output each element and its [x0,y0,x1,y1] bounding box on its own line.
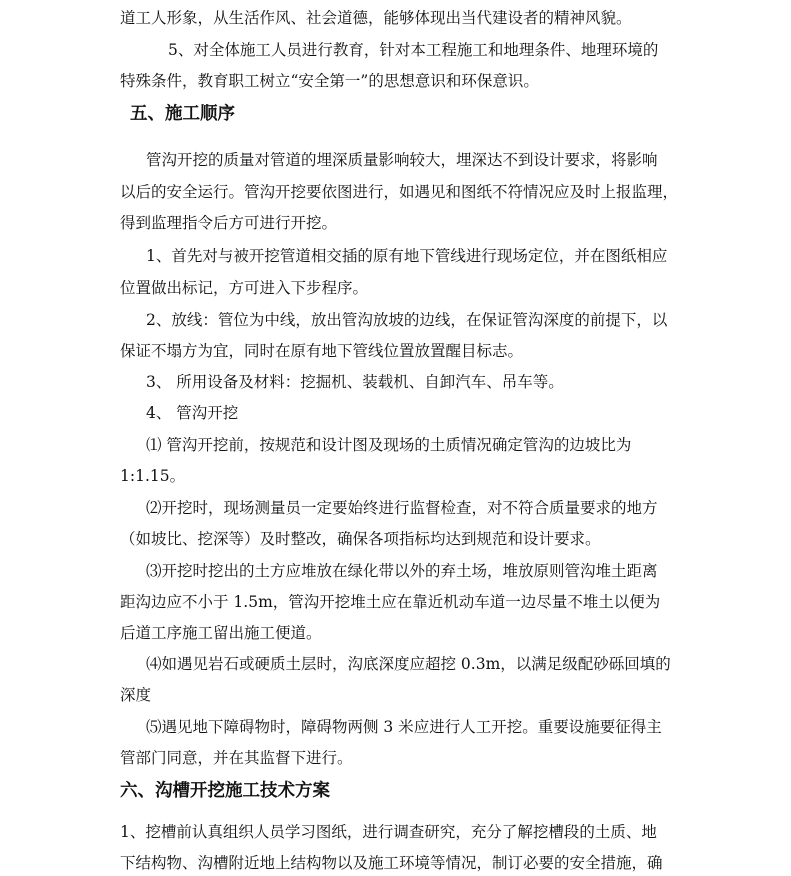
paragraph-line: ⑷如遇见岩石或硬质土层时，沟底深度应超挖 0.3m，以满足级配砂砾回填的 [146,655,671,673]
paragraph-line: 5、对全体施工人员进行教育，针对本工程施工和地理条件、地理环境的 [168,41,659,59]
paragraph-line: ⑸遇见地下障碍物时，障碍物两侧 3 米应进行人工开挖。重要设施要征得主 [146,718,662,736]
paragraph-line: 2、放线：管位为中线，放出管沟放坡的边线，在保证管沟深度的前提下，以 [146,311,668,329]
paragraph-line: ⑶开挖时挖出的土方应堆放在绿化带以外的弃土场，堆放原则管沟堆土距离 [146,562,658,580]
paragraph-line: 位置做出标记，方可进入下步程序。 [120,279,369,297]
paragraph-line: 3、 所用设备及材料：挖掘机、装载机、自卸汽车、吊车等。 [146,373,564,391]
paragraph-line: 4、 管沟开挖 [146,404,239,422]
paragraph-line: 道工人形象，从生活作风、社会道德，能够体现出当代建设者的精神风貌。 [120,9,632,27]
paragraph-line: （如坡比、挖深等）及时整改，确保各项指标均达到规范和设计要求。 [120,530,601,548]
paragraph-line: 以后的安全运行。管沟开挖要依图进行，如遇见和图纸不符情况应及时上报监理， [120,183,679,201]
paragraph-line: 管沟开挖的质量对管道的埋深质量影响较大，埋深达不到设计要求，将影响 [146,151,658,169]
paragraph-line: 得到监理指令后方可进行开挖。 [120,214,338,232]
paragraph-line: ⑵开挖时，现场测量员一定要始终进行监督检查，对不符合质量要求的地方 [146,499,658,517]
paragraph-line: 深度 [120,686,152,704]
paragraph-line: 1:1.15。 [120,467,186,485]
paragraph-line: 1、挖槽前认真组织人员学习图纸，进行调查研究，充分了解挖槽段的土质、地 [120,823,657,841]
paragraph-line: 保证不塌方为宜，同时在原有地下管线位置放置醒目标志。 [120,342,524,360]
paragraph-line: 下结构物、沟槽附近地上结构物以及施工环境等情况，制订必要的安全措施，确 [120,854,663,872]
paragraph-line: 后道工序施工留出施工便道。 [120,624,322,642]
paragraph-line: ⑴ 管沟开挖前，按规范和设计图及现场的土质情况确定管沟的边坡比为 [146,436,632,454]
paragraph-line: 1、首先对与被开挖管道相交插的原有地下管线进行现场定位，并在图纸相应 [146,247,668,265]
paragraph-line: 管部门同意，并在其监督下进行。 [120,749,353,767]
section-heading: 六、沟槽开挖施工技术方案 [120,781,330,801]
paragraph-line: 特殊条件，教育职工树立“安全第一”的思想意识和环保意识。 [120,72,539,90]
section-heading: 五、施工顺序 [130,104,235,124]
paragraph-line: 距沟边应不小于 1.5m，管沟开挖堆土应在靠近机动车道一边尽量不堆土以便为 [120,593,661,611]
